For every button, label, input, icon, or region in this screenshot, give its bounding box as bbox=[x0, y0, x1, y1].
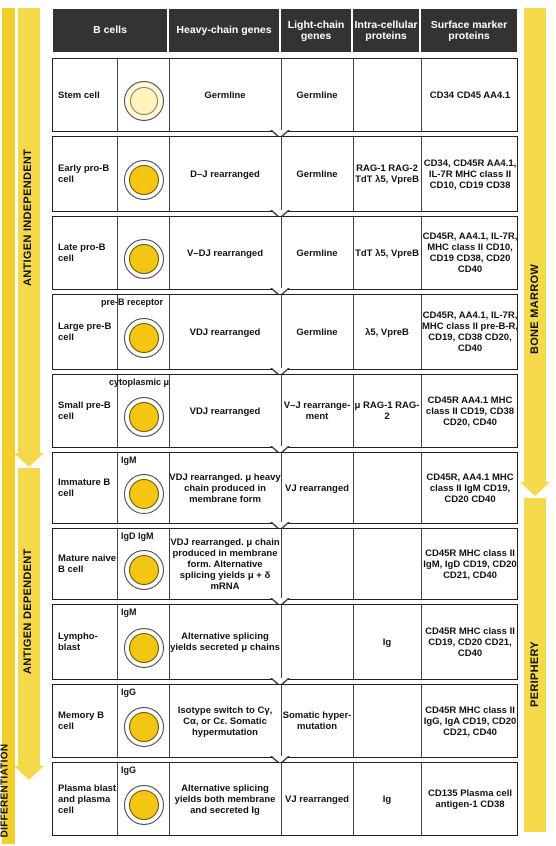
intracellular-cell bbox=[353, 59, 421, 131]
heavy-chain-cell: Germline bbox=[204, 89, 246, 101]
nucleus-icon bbox=[129, 633, 159, 663]
light-chain-cell: VJ rearranged bbox=[285, 482, 349, 494]
table-row bbox=[52, 374, 518, 448]
intracellular-cell bbox=[353, 685, 421, 757]
antigen-dependent-arrow bbox=[14, 766, 44, 780]
table-row bbox=[52, 216, 518, 290]
intracellular-cell: Ig bbox=[382, 793, 392, 805]
surface-marker-cell: CD45R, AA4.1 MHC class II IgM CD19, CD20 CD40 bbox=[426, 471, 514, 505]
heavy-chain-cell: Alternative splicing yields secreted μ chains bbox=[170, 631, 280, 653]
cell-name-immature-b-cell: Immature B cell bbox=[58, 477, 111, 499]
cell-annotation: IgG bbox=[121, 687, 136, 697]
cell-annotation: IgG bbox=[121, 765, 136, 775]
light-chain-cell: Germline bbox=[296, 326, 338, 338]
cell-annotation: pre-B receptor bbox=[101, 297, 164, 307]
cell-name-small-pre-b-cell: Small pre-B cell bbox=[58, 400, 111, 422]
nucleus-icon bbox=[129, 712, 159, 742]
surface-marker-cell: CD45R AA4.1 MHC class II CD19, CD38 CD20, CD40 bbox=[425, 394, 515, 428]
surface-marker-cell: CD34, CD45R AA4.1, IL-7R MHC class II CD10, CD19 CD38 bbox=[423, 157, 517, 191]
nucleus-icon bbox=[129, 244, 159, 274]
header-surface-markers: Surface marker proteins bbox=[420, 8, 518, 53]
cell-name-late-pro-b-cell: Late pro-B cell bbox=[58, 242, 106, 264]
nucleus-icon bbox=[129, 479, 159, 509]
light-chain-cell: Germline bbox=[296, 168, 338, 180]
cell-name-lymphoblast: Lympho-blast bbox=[58, 631, 98, 653]
periphery-label: PERIPHERY bbox=[529, 641, 541, 707]
light-chain-cell: Germline bbox=[296, 89, 338, 101]
nucleus-icon bbox=[129, 323, 159, 353]
nucleus-icon bbox=[129, 555, 159, 585]
light-chain-cell: V–J rearrange-ment bbox=[283, 400, 351, 422]
heavy-chain-cell: Alternative splicing yields both membrane and secreted Ig bbox=[174, 782, 276, 816]
nucleus-icon bbox=[129, 165, 159, 195]
table-row bbox=[52, 136, 518, 212]
column-divider bbox=[117, 137, 118, 211]
header-b-cells: B cells bbox=[52, 8, 168, 53]
surface-marker-cell: CD45R MHC class II CD19, CD20 CD21, CD40 bbox=[425, 625, 515, 659]
table-row bbox=[52, 762, 518, 836]
column-divider bbox=[117, 685, 118, 757]
cell-name-plasma-cell: Plasma blast and plasma cell bbox=[58, 782, 117, 816]
light-chain-cell bbox=[281, 529, 353, 599]
cell-name-early-pro-b-cell: Early pro-B cell bbox=[58, 163, 110, 185]
intracellular-cell: TdT λ5, VpreB bbox=[355, 247, 419, 259]
bone-marrow-arrow bbox=[520, 482, 550, 496]
heavy-chain-cell: D–J rearranged bbox=[190, 168, 260, 180]
surface-marker-cell: CD45R MHC class II IgM, IgD CD19, CD20 CD21, CD40 bbox=[423, 547, 517, 581]
cell-name-stem-cell: Stem cell bbox=[58, 89, 100, 101]
cell-name-memory-b-cell: Memory B cell bbox=[58, 710, 104, 732]
column-divider bbox=[117, 217, 118, 289]
cell-annotation: cytoplasmic μ bbox=[109, 377, 170, 387]
column-divider bbox=[117, 59, 118, 131]
cell-annotation: IgD IgM bbox=[121, 531, 154, 541]
differentiation-bar bbox=[2, 8, 15, 844]
nucleus-icon bbox=[129, 790, 159, 820]
cell-name-large-pre-b-cell: Large pre-B cell bbox=[58, 321, 112, 343]
column-divider bbox=[117, 529, 118, 599]
table-row bbox=[52, 684, 518, 758]
cell-annotation: IgM bbox=[121, 455, 137, 465]
table-row bbox=[52, 604, 518, 680]
intracellular-cell bbox=[353, 529, 421, 599]
heavy-chain-cell: Isotype switch to Cγ, Cα, or Cε. Somatic hypermutation bbox=[177, 704, 273, 738]
header-light-chain: Light-chain genes bbox=[280, 8, 352, 53]
cell-annotation: IgM bbox=[121, 607, 137, 617]
nucleus-icon bbox=[130, 87, 158, 115]
antigen-dependent-label: ANTIGEN DEPENDENT bbox=[22, 548, 34, 674]
light-chain-cell: Somatic hyper-mutation bbox=[282, 710, 352, 732]
bone-marrow-label: BONE MARROW bbox=[529, 263, 541, 355]
table-row bbox=[52, 528, 518, 600]
heavy-chain-cell: VDJ rearranged. μ chain produced in membrane form. Alternative splicing yields μ + δ mRNA bbox=[170, 536, 280, 592]
light-chain-cell bbox=[281, 605, 353, 679]
intracellular-cell: Ig bbox=[382, 636, 392, 648]
intracellular-cell: RAG-1 RAG-2 TdT λ5, VpreB bbox=[355, 163, 419, 185]
header-heavy-chain: Heavy-chain genes bbox=[168, 8, 280, 53]
differentiation-label: DIFFERENTIATION bbox=[0, 743, 11, 838]
table-row bbox=[52, 452, 518, 524]
surface-marker-cell: CD45R MHC class II IgG, IgA CD19, CD20 CD21, CD40 bbox=[423, 704, 517, 738]
column-divider bbox=[117, 605, 118, 679]
table-row bbox=[52, 294, 518, 370]
table-row bbox=[52, 58, 518, 132]
antigen-independent-arrow bbox=[14, 453, 44, 467]
heavy-chain-cell: VDJ rearranged bbox=[189, 326, 261, 338]
light-chain-cell: Germline bbox=[296, 247, 338, 259]
intracellular-cell: μ RAG-1 RAG-2 bbox=[354, 400, 420, 422]
cell-name-mature-naive-b-cell: Mature naive B cell bbox=[58, 553, 117, 575]
column-divider bbox=[117, 763, 118, 835]
surface-marker-cell: CD34 CD45 AA4.1 bbox=[429, 89, 511, 101]
heavy-chain-cell: VDJ rearranged. μ heavy chain produced in membrane form bbox=[169, 471, 281, 505]
antigen-independent-label: ANTIGEN INDEPENDENT bbox=[22, 148, 34, 286]
column-divider bbox=[117, 453, 118, 523]
intracellular-cell: λ5, VpreB bbox=[365, 326, 409, 338]
intracellular-cell bbox=[353, 453, 421, 523]
heavy-chain-cell: V–DJ rearranged bbox=[186, 247, 264, 259]
surface-marker-cell: CD45R, AA4.1, IL-7R, MHC class II pre-B-R, CD19, CD38 CD20, CD40 bbox=[421, 310, 519, 354]
bone-marrow-bar bbox=[524, 8, 546, 482]
header-intracellular: Intra-cellular proteins bbox=[352, 8, 420, 53]
surface-marker-cell: CD135 Plasma cell antigen-1 CD38 bbox=[428, 788, 512, 810]
surface-marker-cell: CD45R, AA4.1, IL-7R, MHC class II CD10, CD19 CD38, CD20 CD40 bbox=[422, 231, 518, 275]
nucleus-icon bbox=[129, 402, 159, 432]
heavy-chain-cell: VDJ rearranged bbox=[189, 405, 261, 417]
light-chain-cell: VJ rearranged bbox=[285, 793, 349, 805]
